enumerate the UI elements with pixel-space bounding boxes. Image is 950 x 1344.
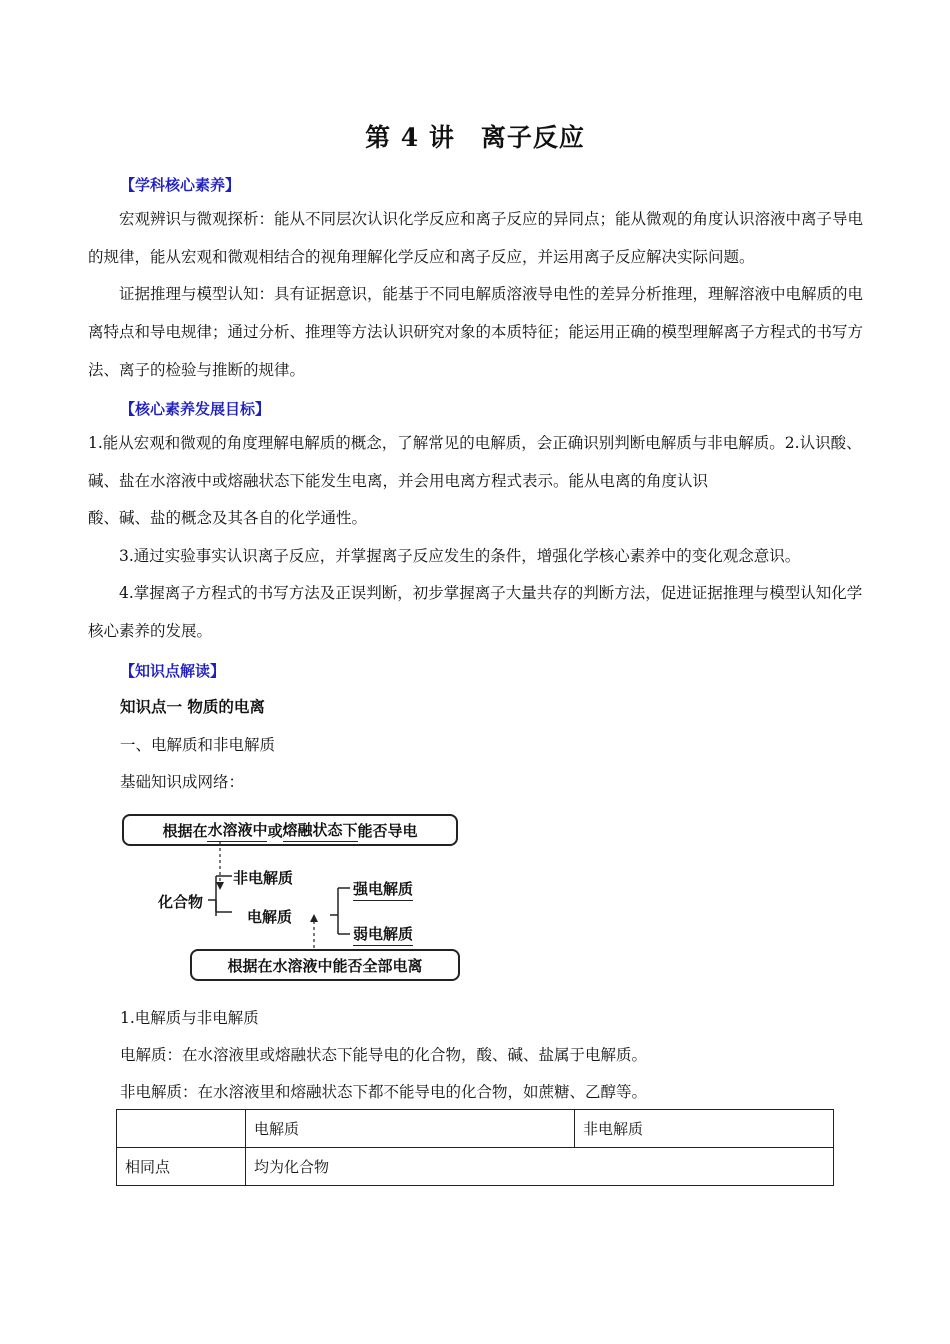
weak-electrolyte-label: 弱电解质 [353, 923, 413, 946]
table-header-cell [117, 1110, 246, 1148]
section-heading-goals: 【核心素养发展目标】 [120, 400, 271, 418]
paragraph-evidence-model: 证据推理与模型认知：具有证据意识，能基于不同电解质溶液导电性的差异分析推理，理解溶液中电解质的电离特点和导电规律；通过分析、推理等方法认识研究对象的本质特征；能运用正确的模型理解离子方程式的书写方法、离子的检验与推断的规律。 [88, 285, 864, 379]
comparison-table [116, 1109, 834, 1186]
classification-diagram [120, 812, 465, 982]
criterion-aqueous: 水溶液中 [207, 819, 267, 842]
compound-label: 化合物 [158, 893, 204, 911]
criterion-conductivity-box [122, 814, 458, 846]
subheading-electrolyte: 一、电解质和非电解质 [120, 736, 276, 754]
section-heading-knowledge: 【知识点解读】 [120, 662, 226, 680]
electrolyte-definition: 电解质：在水溶液里或熔融状态下能导电的化合物，酸、碱、盐属于电解质。 [120, 1046, 648, 1064]
table-row-label: 相同点 [117, 1148, 246, 1186]
knowledge-point-1: 知识点一 物质的电离 [120, 697, 265, 716]
criterion-or: 或 [267, 821, 283, 840]
table-cell: 均为化合物 [246, 1148, 834, 1186]
goal-1: 1.能从宏观和微观的角度理解电解质的概念，了解常见的电解质，会正确识别判断电解质与非电解质。2.认识酸、碱、盐在水溶液中或熔融状态下能发生电离，并会用电离方程式表示。能从电离的角度认识 [88, 434, 862, 490]
electrolyte-label: 电解质 [247, 908, 293, 926]
strong-electrolyte-label: 强电解质 [353, 878, 413, 901]
table-row [117, 1110, 834, 1148]
goal-3: 3.通过实验事实认识离子反应，并掌握离子反应发生的条件，增强化学核心素养中的变化观念意识。 [119, 547, 801, 565]
table-row [117, 1148, 834, 1186]
item-electrolyte-nonelectrolyte: 1.电解质与非电解质 [120, 1009, 259, 1027]
goal-1-continued: 酸、碱、盐的概念及其各自的化学通性。 [88, 509, 368, 527]
section-heading-core-literacy: 【学科核心素养】 [120, 176, 241, 194]
criterion-conduct: 能否导电 [357, 821, 418, 840]
non-electrolyte-label: 非电解质 [233, 869, 294, 887]
paragraph-macro-micro: 宏观辨识与微观探析：能从不同层次认识化学反应和离子反应的异同点；能从微观的角度认识溶液中离子导电的规律，能从宏观和微观相结合的视角理解化学反应和离子反应，并运用离子反应解决实际问题。 [88, 210, 864, 266]
table-header-cell: 电解质 [246, 1110, 575, 1148]
criterion-ionization-box: 根据在水溶液中能否全部电离 [190, 949, 460, 981]
page-title: 第 4 讲 离子反应 [365, 123, 585, 152]
nonelectrolyte-definition: 非电解质：在水溶液里和熔融状态下都不能导电的化合物，如蔗糖、乙醇等。 [120, 1083, 648, 1101]
table-header-cell: 非电解质 [575, 1110, 834, 1148]
network-intro: 基础知识成网络： [120, 773, 245, 791]
goal-4: 4.掌握离子方程式的书写方法及正误判断，初步掌握离子大量共存的判断方法，促进证据推理与模型认知化学核心素养的发展。 [88, 584, 863, 640]
criterion-molten: 熔融状态下 [283, 819, 358, 842]
criterion-text: 根据在 [162, 821, 208, 840]
